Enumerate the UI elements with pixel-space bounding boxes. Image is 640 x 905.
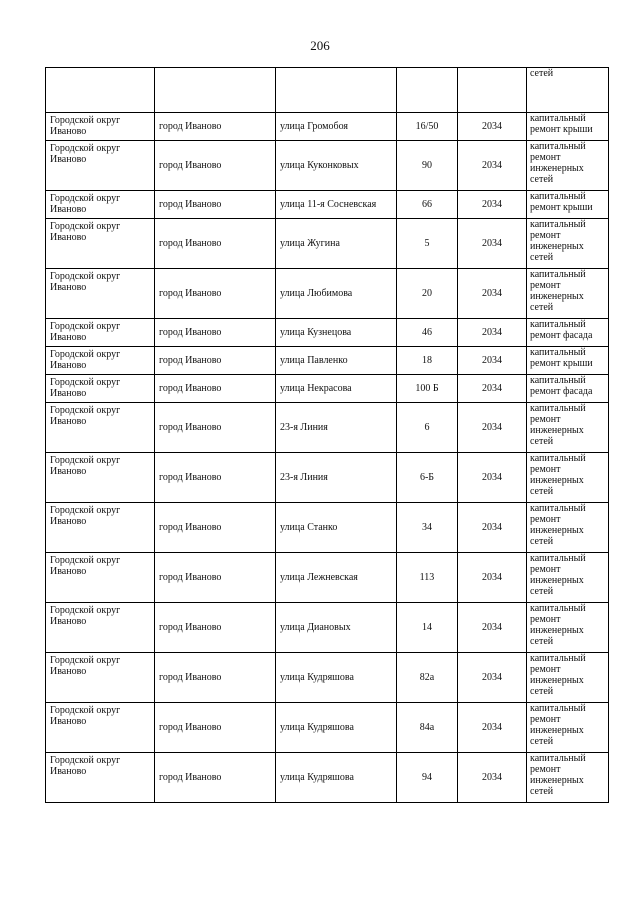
cell-city: город Иваново [155, 319, 276, 347]
cell-year: 2034 [458, 453, 527, 503]
cell-district: Городской округ Иваново [46, 603, 155, 653]
cell-city: город Иваново [155, 403, 276, 453]
cell-city: город Иваново [155, 269, 276, 319]
cell-house: 66 [397, 191, 458, 219]
cell-year: 2034 [458, 319, 527, 347]
cell-city: город Иваново [155, 375, 276, 403]
table-row [46, 753, 609, 803]
table-row [46, 319, 609, 347]
table-row [46, 141, 609, 191]
cell-house: 5 [397, 219, 458, 269]
cell-house: 84а [397, 703, 458, 753]
cell-city: город Иваново [155, 219, 276, 269]
cell-district: Городской округ Иваново [46, 347, 155, 375]
cell-work: капитальный ремонт инженерных сетей [527, 553, 609, 603]
cell-year: 2034 [458, 603, 527, 653]
cell-city: город Иваново [155, 703, 276, 753]
table-row [46, 347, 609, 375]
cell-year: 2034 [458, 269, 527, 319]
cell-city: город Иваново [155, 553, 276, 603]
cell-year: 2034 [458, 703, 527, 753]
cell-street: улица Кудряшова [276, 703, 397, 753]
table-row-continued [46, 68, 609, 113]
cell-work: капитальный ремонт инженерных сетей [527, 219, 609, 269]
cell-house: 90 [397, 141, 458, 191]
cell-street [276, 68, 397, 113]
table-row [46, 403, 609, 453]
page-number: 206 [310, 38, 330, 53]
cell-district [46, 68, 155, 113]
cell-district: Городской округ Иваново [46, 753, 155, 803]
cell-street: 23-я Линия [276, 453, 397, 503]
cell-house: 34 [397, 503, 458, 553]
cell-work: капитальный ремонт инженерных сетей [527, 653, 609, 703]
cell-city: город Иваново [155, 653, 276, 703]
table-row [46, 453, 609, 503]
cell-house: 113 [397, 553, 458, 603]
table-row [46, 703, 609, 753]
table-row [46, 375, 609, 403]
cell-city: город Иваново [155, 141, 276, 191]
cell-district: Городской округ Иваново [46, 375, 155, 403]
table-row [46, 603, 609, 653]
cell-work: капитальный ремонт инженерных сетей [527, 753, 609, 803]
cell-street: улица Кудряшова [276, 753, 397, 803]
table-row [46, 653, 609, 703]
cell-house: 100 Б [397, 375, 458, 403]
cell-year [458, 68, 527, 113]
cell-year: 2034 [458, 653, 527, 703]
cell-year: 2034 [458, 141, 527, 191]
cell-house: 20 [397, 269, 458, 319]
cell-year: 2034 [458, 375, 527, 403]
cell-street: улица Любимова [276, 269, 397, 319]
cell-street: улица Павленко [276, 347, 397, 375]
cell-house: 16/50 [397, 113, 458, 141]
table-row [46, 269, 609, 319]
cell-work: капитальный ремонт крыши [527, 191, 609, 219]
cell-district: Городской округ Иваново [46, 269, 155, 319]
cell-district: Городской округ Иваново [46, 113, 155, 141]
table-row [46, 219, 609, 269]
cell-street: улица Некрасова [276, 375, 397, 403]
cell-house: 94 [397, 753, 458, 803]
cell-year: 2034 [458, 753, 527, 803]
cell-year: 2034 [458, 553, 527, 603]
cell-city: город Иваново [155, 453, 276, 503]
cell-year: 2034 [458, 113, 527, 141]
cell-street: улица 11-я Сосневская [276, 191, 397, 219]
cell-year: 2034 [458, 403, 527, 453]
cell-street: 23-я Линия [276, 403, 397, 453]
cell-district: Городской округ Иваново [46, 553, 155, 603]
cell-street: улица Кузнецова [276, 319, 397, 347]
table-body [46, 68, 609, 803]
cell-city [155, 68, 276, 113]
cell-district: Городской округ Иваново [46, 141, 155, 191]
cell-city: город Иваново [155, 191, 276, 219]
cell-house: 82а [397, 653, 458, 703]
cell-year: 2034 [458, 503, 527, 553]
cell-house: 6 [397, 403, 458, 453]
table-row [46, 113, 609, 141]
cell-work: капитальный ремонт инженерных сетей [527, 503, 609, 553]
cell-city: город Иваново [155, 113, 276, 141]
table-row [46, 553, 609, 603]
cell-work: капитальный ремонт инженерных сетей [527, 269, 609, 319]
cell-district: Городской округ Иваново [46, 191, 155, 219]
cell-street: улица Лежневская [276, 553, 397, 603]
cell-street: улица Жугина [276, 219, 397, 269]
cell-district: Городской округ Иваново [46, 653, 155, 703]
cell-house [397, 68, 458, 113]
cell-house: 14 [397, 603, 458, 653]
cell-work: капитальный ремонт инженерных сетей [527, 403, 609, 453]
cell-year: 2034 [458, 219, 527, 269]
cell-district: Городской округ Иваново [46, 503, 155, 553]
cell-work: капитальный ремонт инженерных сетей [527, 703, 609, 753]
cell-district: Городской округ Иваново [46, 403, 155, 453]
table-row [46, 191, 609, 219]
cell-district: Городской округ Иваново [46, 703, 155, 753]
cell-year: 2034 [458, 191, 527, 219]
cell-work: капитальный ремонт инженерных сетей [527, 453, 609, 503]
cell-city: город Иваново [155, 347, 276, 375]
cell-street: улица Диановых [276, 603, 397, 653]
cell-work: капитальный ремонт инженерных сетей [527, 141, 609, 191]
cell-city: город Иваново [155, 503, 276, 553]
cell-district: Городской округ Иваново [46, 453, 155, 503]
cell-street: улица Громобоя [276, 113, 397, 141]
cell-street: улица Куконковых [276, 141, 397, 191]
cell-city: город Иваново [155, 603, 276, 653]
cell-work: сетей [527, 68, 609, 113]
cell-house: 46 [397, 319, 458, 347]
cell-street: улица Кудряшова [276, 653, 397, 703]
cell-city: город Иваново [155, 753, 276, 803]
cell-district: Городской округ Иваново [46, 219, 155, 269]
cell-work: капитальный ремонт фасада [527, 319, 609, 347]
cell-year: 2034 [458, 347, 527, 375]
table-row [46, 503, 609, 553]
cell-work: капитальный ремонт инженерных сетей [527, 603, 609, 653]
cell-house: 18 [397, 347, 458, 375]
cell-house: 6-Б [397, 453, 458, 503]
cell-district: Городской округ Иваново [46, 319, 155, 347]
cell-work: капитальный ремонт фасада [527, 375, 609, 403]
cell-street: улица Станко [276, 503, 397, 553]
housing-repair-table [45, 67, 609, 803]
cell-work: капитальный ремонт крыши [527, 347, 609, 375]
cell-work: капитальный ремонт крыши [527, 113, 609, 141]
